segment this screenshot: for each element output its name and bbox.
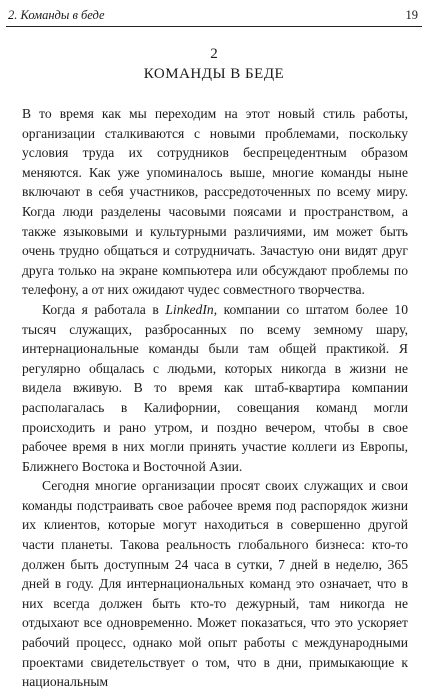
chapter-title: КОМАНДЫ В БЕДЕ (143, 66, 285, 82)
running-head-chapter-title: 2. Команды в беде (8, 8, 105, 22)
running-head (6, 6, 422, 27)
paragraph-2 (22, 300, 408, 476)
page-number: 19 (405, 8, 418, 22)
paragraph-2-rest: , компании со штатом более 10 тысяч служащих, разбросанных по всему земному шару, интернациональные команды были там общей практикой. Я регулярно общалась с людьми, которых никогда в жизни не видела вживую. В то время как штаб-квартира компании располагалась в Калифорнии, совещания команд могли происходить и рано утром, и поздно вечером, чтобы в свое рабочее время в них могли принять участие коллеги из Европы, Ближнего Востока и Восточной Азии. (22, 301, 408, 474)
paragraph-1: В то время как мы переходим на этот новый стиль работы, организации сталкиваются с новыми проблемами, поскольку условия труда их сотрудников беспрецедентным образом меняются. Как уже упоминалось выше, многие команды ныне включают в себя участников, рассредоточенных по всему миру. Когда люди разделены часовыми поясами и пространством, а также языковыми и культурными различиями, им может быть очень трудно общаться и сотрудничать. Зачастую они видят друг друга только на экране компьютера или обсуждают проблемы по телефону, а от них ожидают чудес совместного творчества. (22, 106, 408, 298)
company-name-emphasis: LinkedIn (165, 301, 214, 317)
paragraph-2-lead: Когда я работала в (42, 301, 166, 317)
body-text (22, 104, 408, 692)
chapter-number: 2 (210, 46, 218, 62)
paragraph-3: Сегодня многие организации просят своих служащих и свои команды подстраивать свое рабочее время под распорядок жизни их клиентов, которые могут находиться в совершенно другой части планеты. Такова реальность глобального бизнеса: кто-то должен быть доступным 24 часа в сутки, 7 дней в неделю, 365 дней в году. Для интернациональных команд это означает, что в них всегда должен быть кто-то дежурный, там никогда не отдыхают все одновременно. Может показаться, что это ускоряет рабочий процесс, однако мой опыт работы с международными проектами свидетельствует о том, что в дни, примыкающие к национальным (22, 478, 408, 690)
